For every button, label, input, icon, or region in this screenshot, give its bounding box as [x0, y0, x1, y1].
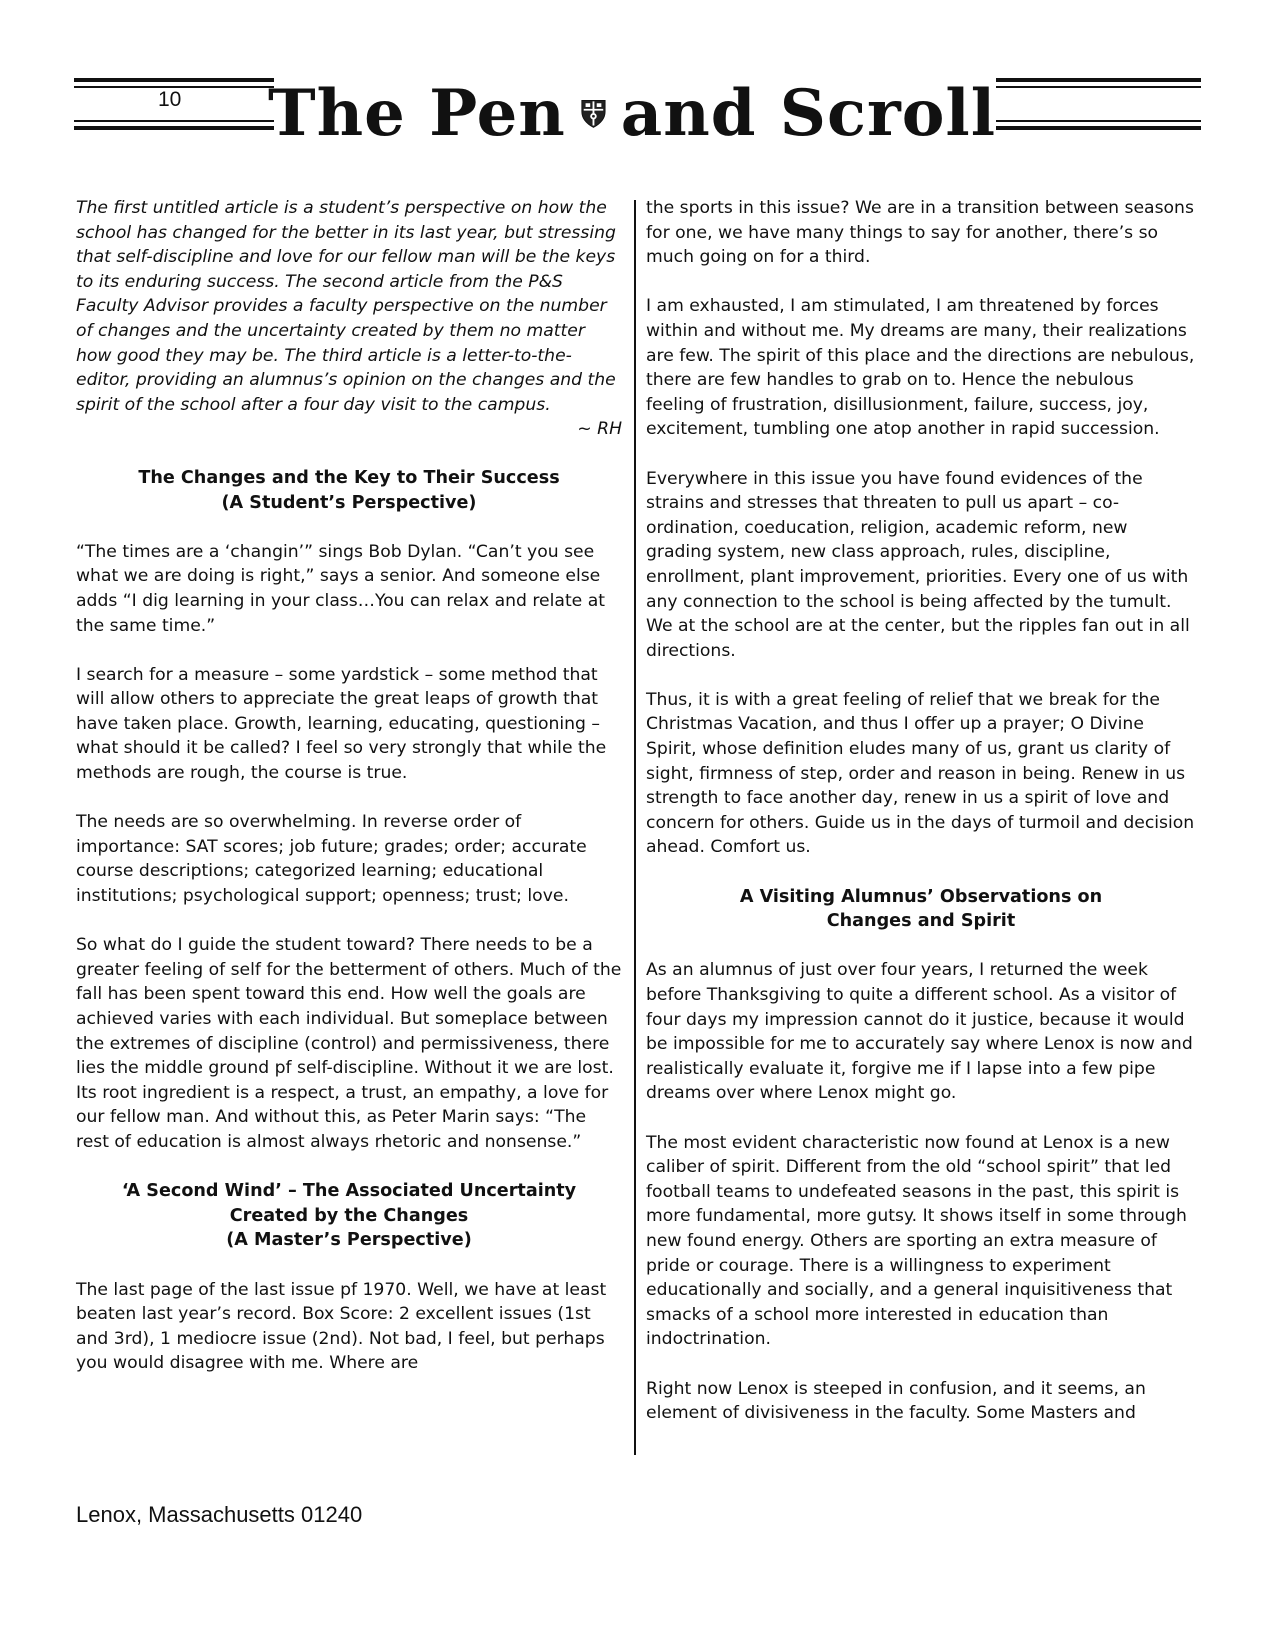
article1-paragraph-3: The needs are so overwhelming. In reverse order of importance: SAT scores; job future; grades; order; accurate course descriptions; categorized learning; educational institutions; psychological support; openness; trust; love. [76, 812, 587, 907]
article3-paragraph-2: The most evident characteristic now found at Lenox is a new caliber of spirit. Different from the old “school spirit” that led football teams to undefeated seasons in the past, this spirit is more fundamental, more gutsy. It shows itself in some through new found energy. Others are sporting an extra measure of pride or courage. There is a willingness to experiment educationally and socially, and a general inquisitiveness that smacks of a school more interested in education than indoctrination. [646, 1132, 1187, 1350]
title-part-1: The Pen [268, 75, 566, 151]
column-divider [634, 200, 636, 1455]
article3-paragraph-1: As an alumnus of just over four years, I returned the week before Thanksgiving to quite a different school. As a visitor of four days my impression cannot do it justice, because it would be impossible for me to accurately say where Lenox is now and realistically evaluate it, forgive me if I lapse into a few pipe dreams over where Lenox might go. [646, 960, 1193, 1104]
article2-title-line3: (A Master’s Perspective) [226, 1230, 472, 1251]
masthead [74, 70, 1201, 160]
article2-title-line1: ‘A Second Wind’ – The Associated Uncertainty [121, 1181, 577, 1202]
article2-title-line2: Created by the Changes [229, 1205, 469, 1226]
article2-paragraph-2: I am exhausted, I am stimulated, I am threatened by forces within and without me. My dreams are many, their realizations are few. The spirit of this place and the directions are nebulous, there are few handles to grab on to. Hence the nebulous feeling of frustration, disillusionment, failure, success, joy, excitement, tumbling one atop another in rapid succession. [646, 296, 1195, 440]
article3-heading [646, 885, 1196, 934]
article2-heading [76, 1179, 622, 1253]
editor-signature: ~ RH [577, 419, 622, 440]
article1-title-line1: The Changes and the Key to Their Success [138, 467, 560, 488]
right-column [646, 196, 1196, 1450]
article1-paragraph-2: I search for a measure – some yardstick – some method that will allow others to appreciate the great leaps of growth that have taken place. Growth, learning, educating, questioning – what should it be called? I feel so very strongly that while the methods are rough, the course is true. [76, 664, 607, 784]
editor-intro: The first untitled article is a student’s perspective on how the school has changed for the better in its last year, but stressing that self-discipline and love for our fellow man will be the keys to its enduring success. The second article from the P&S Faculty Advisor provides a faculty perspective on the number of changes and the uncertainty created by them no matter how good they may be. The third article is a letter-to-the-editor, providing an alumnus’s opinion on the changes and the spirit of the school after a four day visit to the campus. [76, 198, 616, 415]
article2-paragraph-1-continued: the sports in this issue? We are in a transition between seasons for one, we have many things to say for another, there’s so much going on for a third. [646, 198, 1194, 268]
article1-heading [76, 466, 622, 515]
article1-title-line2: (A Student’s Perspective) [221, 492, 477, 513]
article3-title-line2: Changes and Spirit [826, 911, 1016, 932]
footer-address: Lenox, Massachusetts 01240 [76, 1502, 363, 1527]
page-number: 10 [158, 88, 182, 111]
article2-paragraph-1: The last page of the last issue pf 1970. Well, we have at least beaten last year’s record. Box Score: 2 excellent issues (1st and 3rd), 1 mediocre issue (2nd). Not bad, I feel, but perhaps you would disagree with me. Where are [76, 1279, 607, 1374]
left-column [76, 196, 622, 1401]
article3-paragraph-3: Right now Lenox is steeped in confusion, and it seems, an element of divisiveness in the faculty. Some Masters and [646, 1378, 1146, 1424]
publication-title [268, 72, 996, 154]
article1-paragraph-1: “The times are a ‘changin’” sings Bob Dylan. “Can’t you see what we are doing is right,” says a senior. And someone else adds “I dig learning in your class…You can relax and relate at the same time.” [76, 541, 605, 636]
article3-title-line1: A Visiting Alumnus’ Observations on [739, 886, 1103, 907]
article2-paragraph-4: Thus, it is with a great feeling of relief that we break for the Christmas Vacation, and thus I offer up a prayer; O Divine Spirit, whose definition eludes many of us, grant us clarity of sight, firmness of step, order and reason in being. Renew in us strength to face another day, renew in us a spirit of love and concern for others. Guide us in the days of turmoil and decision ahead. Comfort us. [646, 689, 1195, 858]
article2-paragraph-3: Everywhere in this issue you have found evidences of the strains and stresses that threaten to pull us apart – co-ordination, coeducation, religion, academic reform, new grading system, new class approach, rules, discipline, enrollment, plant improvement, priorities. Every one of us with any connection to the school is being affected by the tumult. We at the school are at the center, but the ripples fan out in all directions. [646, 468, 1190, 661]
article1-paragraph-4: So what do I guide the student toward? There needs to be a greater feeling of self for the betterment of others. Much of the fall has been spent toward this end. How well the goals are achieved varies with each individual. But someplace between the extremes of discipline (control) and permissiveness, there lies the middle ground pf self-discipline. Without it we are lost. Its root ingredient is a respect, a trust, an empathy, a love for our fellow man. And without this, as Peter Marin says: “The rest of education is almost always rhetoric and nonsense.” [76, 935, 622, 1152]
title-part-2: and Scroll [620, 75, 996, 151]
school-crest-icon [580, 80, 607, 146]
masthead-rule-right [996, 78, 1201, 136]
